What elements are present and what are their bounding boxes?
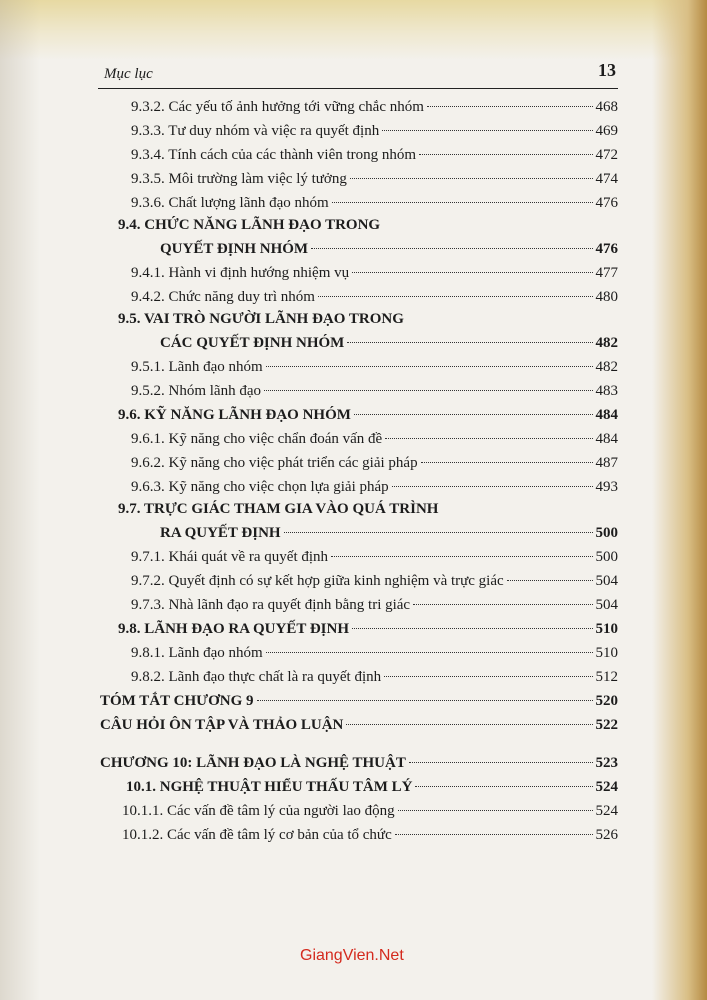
toc-entry-9-4-1: 9.4.1. Hành vi định hướng nhiệm vụ 477 bbox=[131, 265, 618, 281]
page-right-edge bbox=[652, 0, 707, 1000]
toc-chapter-10: CHƯƠNG 10: LÃNH ĐẠO LÀ NGHỆ THUẬT 523 bbox=[100, 755, 618, 771]
toc-entry-9-3-4: 9.3.4. Tính cách của các thành viên trong nhóm 472 bbox=[131, 147, 618, 163]
toc-entry-10-1-2: 10.1.2. Các vấn đề tâm lý cơ bản của tổ chức 526 bbox=[122, 827, 618, 843]
toc-section-9-5-line1: 9.5. VAI TRÒ NGƯỜI LÃNH ĐẠO TRONG bbox=[118, 311, 404, 327]
toc-entry-9-7-1: 9.7.1. Khái quát về ra quyết định 500 bbox=[131, 549, 618, 565]
toc-entry-9-8-1: 9.8.1. Lãnh đạo nhóm 510 bbox=[131, 645, 618, 661]
toc-section-9-8: 9.8. LÃNH ĐẠO RA QUYẾT ĐỊNH 510 bbox=[118, 621, 618, 637]
toc-section-9-7-line1: 9.7. TRỰC GIÁC THAM GIA VÀO QUÁ TRÌNH bbox=[118, 501, 439, 517]
toc-entry-9-7-2: 9.7.2. Quyết định có sự kết hợp giữa kinh nghiệm và trực giác 504 bbox=[131, 573, 618, 589]
toc-entry-9-6-1: 9.6.1. Kỹ năng cho việc chẩn đoán vấn đề 484 bbox=[131, 431, 618, 447]
toc-entry-9-5-2: 9.5.2. Nhóm lãnh đạo 483 bbox=[131, 383, 618, 399]
page-top-shadow bbox=[0, 0, 707, 60]
page-header bbox=[98, 56, 618, 89]
toc-entry-9-3-3: 9.3.3. Tư duy nhóm và việc ra quyết định 469 bbox=[131, 123, 618, 139]
book-page bbox=[98, 56, 618, 849]
toc-entry-9-8-2: 9.8.2. Lãnh đạo thực chất là ra quyết định 512 bbox=[131, 669, 618, 685]
toc-entry-9-3-5: 9.3.5. Môi trường làm việc lý tưởng 474 bbox=[131, 171, 618, 187]
table-of-contents bbox=[98, 97, 618, 849]
toc-entry-9-3-2: 9.3.2. Các yếu tố ảnh hưởng tới vững chắc nhóm 468 bbox=[131, 99, 618, 115]
page-number: 13 bbox=[598, 60, 616, 80]
toc-section-9-4-line1: 9.4. CHỨC NĂNG LÃNH ĐẠO TRONG bbox=[118, 217, 381, 233]
toc-chapter-questions: CÂU HỎI ÔN TẬP VÀ THẢO LUẬN 522 bbox=[100, 717, 618, 733]
toc-entry-9-6-3: 9.6.3. Kỹ năng cho việc chọn lựa giải pháp 493 bbox=[131, 479, 618, 495]
toc-chapter-summary: TÓM TẮT CHƯƠNG 9 520 bbox=[100, 693, 618, 709]
toc-entry-10-1-1: 10.1.1. Các vấn đề tâm lý của người lao động 524 bbox=[122, 803, 618, 819]
watermark-text: GiangVien.Net bbox=[300, 947, 404, 964]
toc-entry-9-7-3: 9.7.3. Nhà lãnh đạo ra quyết định bằng tri giác 504 bbox=[131, 597, 618, 613]
toc-section-9-4: QUYẾT ĐỊNH NHÓM 476 bbox=[160, 241, 618, 257]
toc-section-10-1: 10.1. NGHỆ THUẬT HIỂU THẤU TÂM LÝ 524 bbox=[126, 779, 618, 795]
toc-entry-9-3-6: 9.3.6. Chất lượng lãnh đạo nhóm 476 bbox=[131, 195, 618, 211]
toc-section-9-7: RA QUYẾT ĐỊNH 500 bbox=[160, 525, 618, 541]
toc-section-9-6: 9.6. KỸ NĂNG LÃNH ĐẠO NHÓM 484 bbox=[118, 407, 618, 423]
toc-entry-9-5-1: 9.5.1. Lãnh đạo nhóm 482 bbox=[131, 359, 618, 375]
toc-section-9-5: CÁC QUYẾT ĐỊNH NHÓM 482 bbox=[160, 335, 618, 351]
toc-entry-9-4-2: 9.4.2. Chức năng duy trì nhóm 480 bbox=[131, 289, 618, 305]
toc-entry-9-6-2: 9.6.2. Kỹ năng cho việc phát triển các giải pháp 487 bbox=[131, 455, 618, 471]
running-title: Mục lục bbox=[104, 66, 153, 82]
page-left-shadow bbox=[0, 0, 40, 1000]
